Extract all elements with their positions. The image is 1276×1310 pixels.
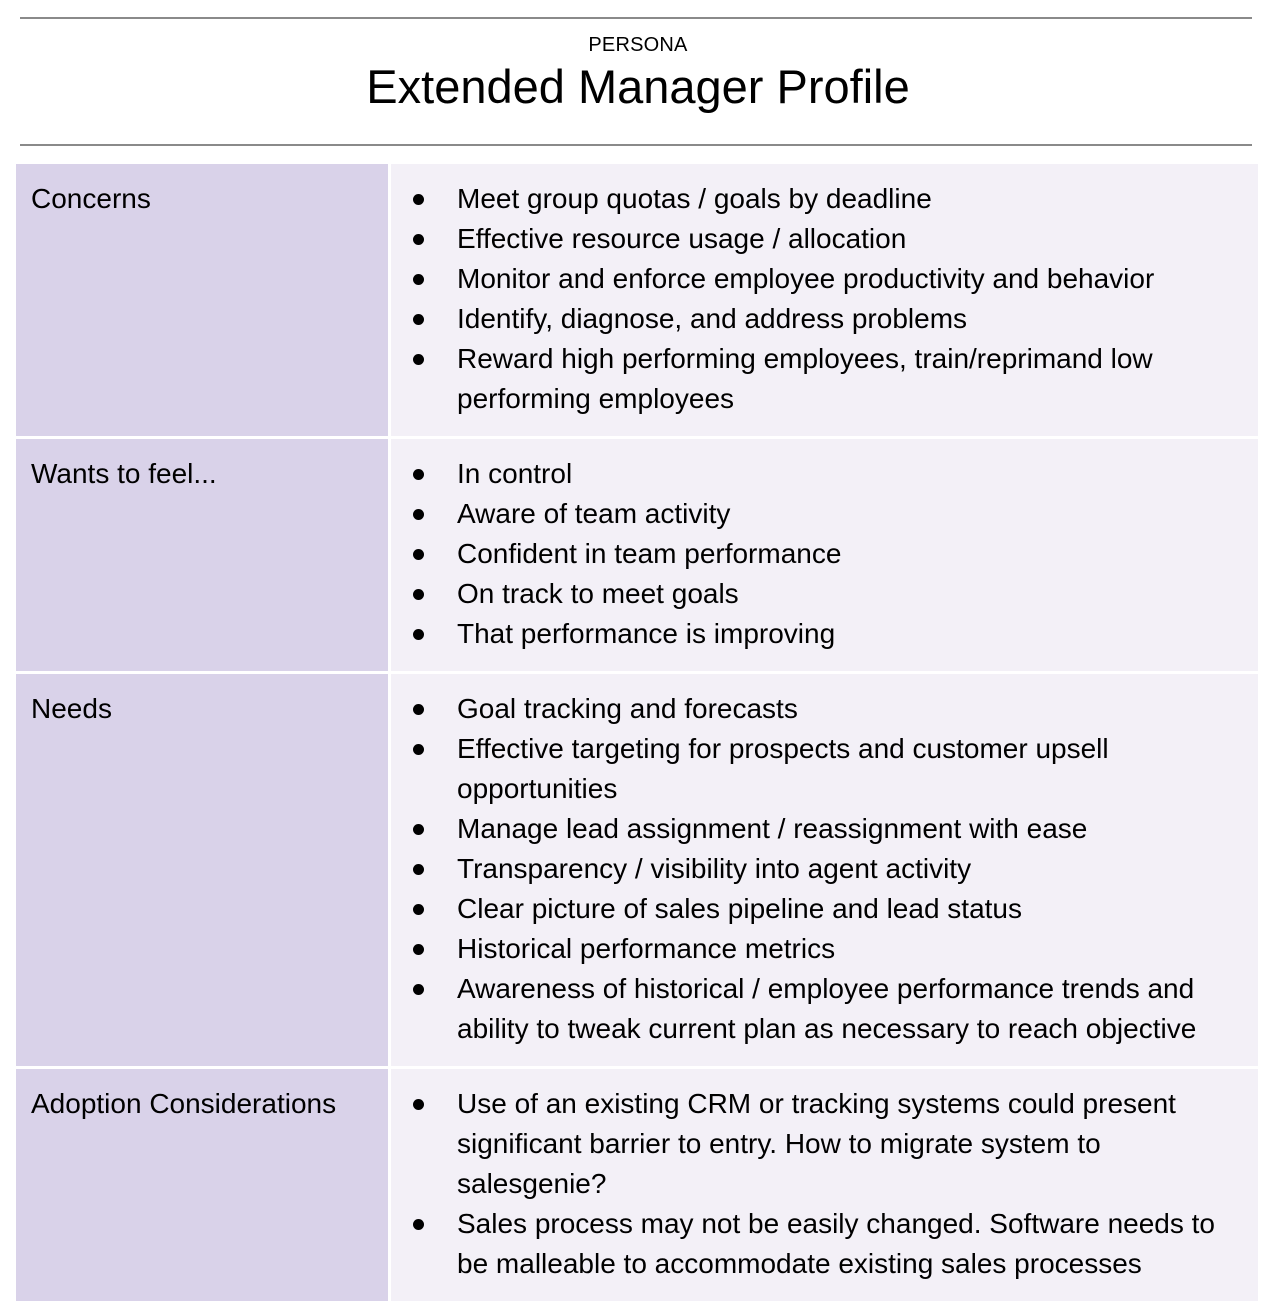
persona-table-body xyxy=(16,164,1258,1301)
persona-eyebrow: PERSONA xyxy=(588,34,688,56)
bullet-icon xyxy=(413,234,424,245)
bullet-icon xyxy=(413,824,424,835)
section-row-wants-to-feel xyxy=(16,439,1258,671)
list-item-text: Manage lead assignment / reassignment with ease xyxy=(457,813,1088,844)
section-label-cell xyxy=(16,439,388,671)
list-item xyxy=(391,259,1242,299)
section-content-cell xyxy=(391,1069,1258,1301)
section-label-cell xyxy=(16,164,388,436)
list-item-text: Historical performance metrics xyxy=(457,933,836,964)
list-item-text: Clear picture of sales pipeline and lead status xyxy=(457,893,1023,924)
list-item xyxy=(391,1204,1242,1284)
list-item-text: Aware of team activity xyxy=(457,498,731,529)
section-label: Concerns xyxy=(31,183,151,214)
list-item-text: On track to meet goals xyxy=(457,578,739,609)
section-label: Adoption Considerations xyxy=(31,1088,337,1119)
section-label-cell xyxy=(16,674,388,1066)
list-item xyxy=(391,574,1242,614)
persona-header xyxy=(0,19,1276,115)
list-item xyxy=(391,299,1242,339)
bullet-icon xyxy=(413,549,424,560)
list-item-text: Awareness of historical / employee performance trends and ability to tweak current plan as necessary to reach objective xyxy=(457,973,1197,1044)
bullet-icon xyxy=(413,469,424,480)
section-content-cell xyxy=(391,164,1258,436)
list-item-text: Effective resource usage / allocation xyxy=(457,223,907,254)
persona-table xyxy=(13,161,1261,1304)
bullet-icon xyxy=(413,314,424,325)
bottom-rule xyxy=(20,144,1252,146)
list-item-text: Transparency / visibility into agent activity xyxy=(457,853,972,884)
bullet-list xyxy=(391,674,1258,1066)
list-item xyxy=(391,929,1242,969)
list-item-text: Goal tracking and forecasts xyxy=(457,693,798,724)
bullet-icon xyxy=(413,274,424,285)
section-label: Needs xyxy=(31,693,112,724)
bullet-icon xyxy=(413,194,424,205)
list-item xyxy=(391,339,1242,419)
list-item xyxy=(391,219,1242,259)
section-content-cell xyxy=(391,674,1258,1066)
list-item-text: Use of an existing CRM or tracking systems could present significant barrier to entry. How to migrate system to salesgenie? xyxy=(457,1088,1176,1199)
bullet-list xyxy=(391,439,1258,671)
bullet-icon xyxy=(413,744,424,755)
section-content-cell xyxy=(391,439,1258,671)
bullet-icon xyxy=(413,1099,424,1110)
page-title: Extended Manager Profile xyxy=(366,60,910,113)
bullet-list xyxy=(391,1069,1258,1301)
list-item-text: Reward high performing employees, train/reprimand low performing employees xyxy=(457,343,1153,414)
bullet-icon xyxy=(413,589,424,600)
bullet-icon xyxy=(413,509,424,520)
list-item xyxy=(391,849,1242,889)
list-item xyxy=(391,969,1242,1049)
bullet-icon xyxy=(413,944,424,955)
section-row-concerns xyxy=(16,164,1258,436)
bullet-icon xyxy=(413,629,424,640)
list-item xyxy=(391,809,1242,849)
list-item xyxy=(391,1084,1242,1204)
bullet-list xyxy=(391,164,1258,436)
bullet-icon xyxy=(413,984,424,995)
list-item-text: That performance is improving xyxy=(457,618,836,649)
list-item xyxy=(391,689,1242,729)
list-item xyxy=(391,534,1242,574)
list-item-text: Monitor and enforce employee productivity and behavior xyxy=(457,263,1155,294)
list-item xyxy=(391,614,1242,654)
section-label: Wants to feel... xyxy=(31,458,217,489)
list-item xyxy=(391,454,1242,494)
list-item xyxy=(391,889,1242,929)
list-item xyxy=(391,494,1242,534)
list-item-text: In control xyxy=(457,458,573,489)
bullet-icon xyxy=(413,354,424,365)
section-row-needs xyxy=(16,674,1258,1066)
bullet-icon xyxy=(413,1219,424,1230)
list-item xyxy=(391,179,1242,219)
list-item xyxy=(391,729,1242,809)
section-row-adoption-considerations xyxy=(16,1069,1258,1301)
list-item-text: Meet group quotas / goals by deadline xyxy=(457,183,932,214)
list-item-text: Effective targeting for prospects and customer upsell opportunities xyxy=(457,733,1109,804)
bullet-icon xyxy=(413,704,424,715)
bullet-icon xyxy=(413,904,424,915)
bullet-icon xyxy=(413,864,424,875)
list-item-text: Sales process may not be easily changed. Software needs to be malleable to accommodate existing sales processes xyxy=(457,1208,1215,1279)
section-label-cell xyxy=(16,1069,388,1301)
list-item-text: Confident in team performance xyxy=(457,538,842,569)
list-item-text: Identify, diagnose, and address problems xyxy=(457,303,968,334)
